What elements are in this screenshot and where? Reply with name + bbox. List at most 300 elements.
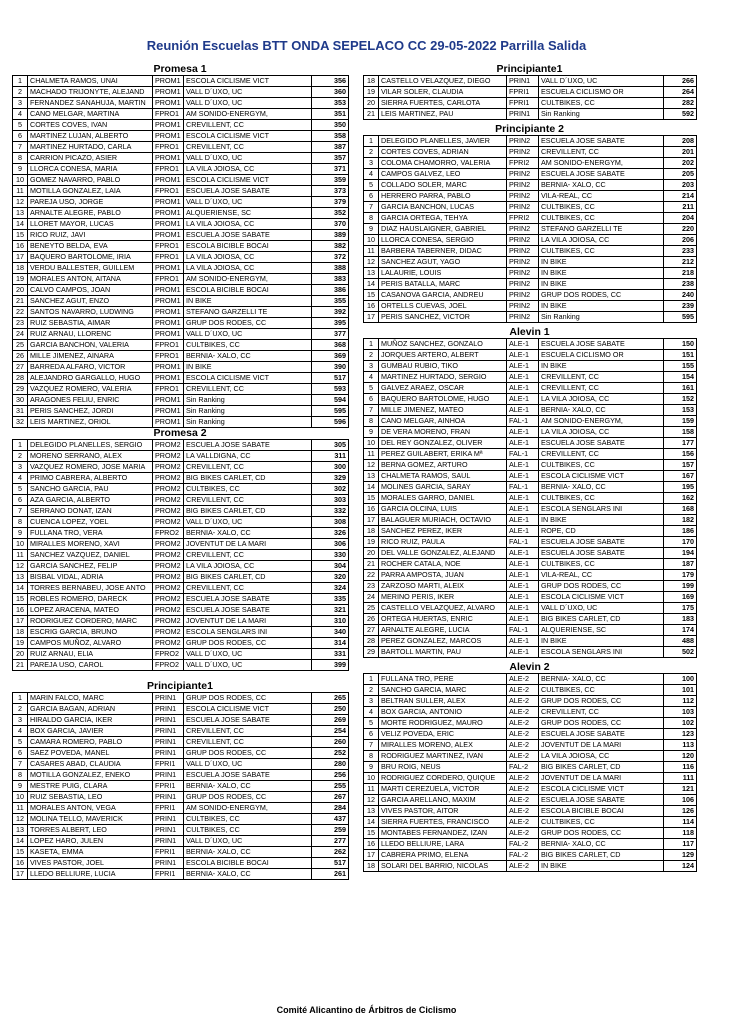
bib-number: 369 [312, 351, 349, 362]
rider-name: CHALMETA RAMOS, SAUL [379, 471, 507, 482]
category-section [363, 327, 696, 658]
rider-name: MOLINES GARCIA, SARAY [379, 482, 507, 493]
bib-number: 202 [664, 158, 697, 169]
bib-number: 103 [664, 707, 697, 718]
club-name: CULTBIKES, CC [539, 202, 664, 213]
start-position: 29 [13, 384, 28, 395]
club-name: BIG BIKES CARLET, CD [184, 572, 312, 583]
table-row [364, 290, 697, 301]
category-title: Principiante1 [147, 680, 213, 692]
category-code: ALE-2 [507, 795, 539, 806]
start-position: 13 [13, 825, 28, 836]
rider-name: CABRERA PRIMO, ELENA [379, 850, 507, 861]
category-code: PROM1 [153, 153, 184, 164]
bib-number: 326 [312, 528, 349, 539]
rider-name: PEREZ GONZALEZ, MARCOS [379, 636, 507, 647]
category-code: ALE-2 [507, 696, 539, 707]
bib-number: 264 [664, 87, 697, 98]
category-code: FPRI2 [507, 213, 539, 224]
bib-number: 372 [312, 252, 349, 263]
bib-number: 179 [664, 570, 697, 581]
category-code: PROM2 [153, 594, 184, 605]
club-name: CREVILLENT, CC [539, 372, 664, 383]
start-position: 6 [364, 729, 379, 740]
club-name: Sin Ranking [184, 417, 312, 428]
start-position: 15 [13, 230, 28, 241]
bib-number: 113 [664, 740, 697, 751]
table-row [13, 605, 349, 616]
club-name: IN BIKE [539, 268, 664, 279]
category-title: Promesa 2 [153, 427, 207, 439]
rider-name: RUIZ ARNAU, LLORENC [28, 329, 153, 340]
club-name: AM SONIDO-ENERGYM, [184, 274, 312, 285]
rider-name: CANO MELGAR, MARTINA [28, 109, 153, 120]
category-code: PROM1 [153, 175, 184, 186]
table-row [13, 252, 349, 263]
category-code: PRIN1 [153, 693, 184, 704]
club-name: CULTBIKES, CC [184, 484, 312, 495]
club-name: CREVILLENT, CC [184, 737, 312, 748]
table-row [13, 858, 349, 869]
category-code: PROM1 [153, 285, 184, 296]
table-row [364, 647, 697, 658]
rider-name: LALAURIE, LOUIS [379, 268, 507, 279]
rider-name: SANCHEZ AGUT, YAGO [379, 257, 507, 268]
category-title: Alevin 1 [509, 326, 550, 338]
table-row [13, 517, 349, 528]
rider-name: PRIMO CABRERA, ALBERTO [28, 473, 153, 484]
category-code: ALE-2 [507, 707, 539, 718]
bib-number: 352 [312, 208, 349, 219]
club-name: AM SONIDO-ENERGYM, [184, 109, 312, 120]
bib-number: 238 [664, 279, 697, 290]
rider-name: MORALES GARRO, DANIEL [379, 493, 507, 504]
table-row [13, 561, 349, 572]
bib-number: 120 [664, 751, 697, 762]
table-row [364, 339, 697, 350]
start-position: 23 [364, 581, 379, 592]
start-position: 30 [13, 395, 28, 406]
rider-name: BARBERA TABERNER, DIDAC [379, 246, 507, 257]
rider-name: SERRANO DONAT, IZAN [28, 506, 153, 517]
bib-number: 314 [312, 638, 349, 649]
club-name: LA VILA JOIOSA, CC [184, 561, 312, 572]
club-name: ESCUELA JOSE SABATE [539, 729, 664, 740]
club-name: VALL D´UXO, UC [539, 603, 664, 614]
rider-name: ROCHER CATALA, NOE [379, 559, 507, 570]
category-code: PRIN2 [507, 235, 539, 246]
category-code: PROM2 [153, 583, 184, 594]
club-name: Sin Ranking [539, 109, 664, 120]
bib-number: 240 [664, 290, 697, 301]
bib-number: 150 [664, 339, 697, 350]
rider-name: SANCHEZ VAZQUEZ, DANIEL [28, 550, 153, 561]
rider-name: VIVES PASTOR, AITOR [379, 806, 507, 817]
category-code: PRIN1 [153, 770, 184, 781]
rider-name: TORRES ALBERT, LEO [28, 825, 153, 836]
start-position: 21 [13, 660, 28, 671]
club-name: CULTBIKES, CC [539, 493, 664, 504]
club-name: ESCUELA JOSE SABATE [184, 230, 312, 241]
start-position: 31 [13, 406, 28, 417]
rider-name: CALVO CAMPOS, JOAN [28, 285, 153, 296]
table-row [364, 416, 697, 427]
club-name: GRUP DOS RODES, CC [539, 581, 664, 592]
start-position: 1 [364, 674, 379, 685]
club-name: ESCOLA SENGLARS INI [184, 627, 312, 638]
rider-name: LLEDO BELLIURE, LUCIA [28, 869, 153, 880]
club-name: LA VILA JOIOSA, CC [184, 219, 312, 230]
bib-number: 324 [312, 583, 349, 594]
table-row [364, 394, 697, 405]
bib-number: 360 [312, 87, 349, 98]
left-column [12, 64, 348, 890]
table-row [364, 636, 697, 647]
club-name: GRUP DOS RODES, CC [539, 696, 664, 707]
club-name: BERNIA- XALO, CC [539, 482, 664, 493]
bib-number: 199 [664, 581, 697, 592]
bib-number: 277 [312, 836, 349, 847]
rider-name: BRU ROIG, NEUS [379, 762, 507, 773]
table-row [13, 594, 349, 605]
start-position: 8 [364, 751, 379, 762]
start-position: 8 [364, 213, 379, 224]
table-row [13, 583, 349, 594]
bib-number: 106 [664, 795, 697, 806]
page-title: Reunión Escuelas BTT ONDA SEPELACO CC 29-05-2022 Parrilla Salida [146, 38, 587, 53]
club-name: ESCUELA JOSE SABATE [539, 339, 664, 350]
category-code: ALE-1 [507, 504, 539, 515]
bib-number: 330 [312, 550, 349, 561]
table-row [13, 230, 349, 241]
table-row [13, 274, 349, 285]
category-code: PROM1 [153, 296, 184, 307]
club-name: ESCUELA JOSE SABATE [539, 136, 664, 147]
start-position: 27 [13, 362, 28, 373]
club-name: ESCUELA JOSE SABATE [539, 438, 664, 449]
category-code: FAL-1 [507, 416, 539, 427]
start-position: 10 [13, 539, 28, 550]
bib-number: 320 [312, 572, 349, 583]
bib-number: 175 [664, 603, 697, 614]
club-name: ESCUELA JOSE SABATE [184, 594, 312, 605]
table-row [13, 704, 349, 715]
table-row [13, 792, 349, 803]
rider-name: PEREZ GUILABERT, ERIKA Mª [379, 449, 507, 460]
category-code: PROM1 [153, 219, 184, 230]
rider-name: DIAZ HAUSLAIGNER, GABRIEL [379, 224, 507, 235]
club-name: IN BIKE [539, 861, 664, 872]
bib-number: 116 [664, 762, 697, 773]
bib-number: 595 [664, 312, 697, 323]
start-position: 10 [13, 175, 28, 186]
bib-number: 151 [664, 350, 697, 361]
start-position: 3 [13, 715, 28, 726]
rider-name: VAZQUEZ ROMERO, VALERIA [28, 384, 153, 395]
bib-number: 162 [664, 493, 697, 504]
category-code: FPRO1 [153, 186, 184, 197]
club-name: LA VILA JOIOSA, CC [539, 751, 664, 762]
start-position: 13 [13, 572, 28, 583]
category-code: ALE-1 [507, 339, 539, 350]
club-name: CREVILLENT, CC [184, 462, 312, 473]
club-name: IN BIKE [539, 257, 664, 268]
club-name: ESCOLA SENGLARS INI [539, 647, 664, 658]
start-position: 16 [13, 605, 28, 616]
table-row [364, 312, 697, 323]
bib-number: 370 [312, 219, 349, 230]
club-name: CREVILLENT, CC [539, 147, 664, 158]
table-row [364, 751, 697, 762]
table-row [13, 814, 349, 825]
table-row [13, 406, 349, 417]
club-name: BERNIA- XALO, CC [184, 781, 312, 792]
club-name: LA VILA JOIOSA, CC [184, 252, 312, 263]
start-position: 4 [13, 473, 28, 484]
start-position: 11 [13, 186, 28, 197]
category-code: PRIN2 [507, 290, 539, 301]
club-name: CULTBIKES, CC [539, 246, 664, 257]
start-position: 7 [13, 506, 28, 517]
rider-name: PAREJA USO, CAROL [28, 660, 153, 671]
start-position: 12 [364, 460, 379, 471]
bib-number: 206 [664, 235, 697, 246]
table-row [364, 614, 697, 625]
bib-number: 358 [312, 131, 349, 142]
category-code: FPRO2 [153, 649, 184, 660]
rider-name: MOTILLA GONZALEZ, LAIA [28, 186, 153, 197]
club-name: BIG BIKES CARLET, CD [539, 614, 664, 625]
rider-name: LEIS MARTINEZ, ORIOL [28, 417, 153, 428]
bib-number: 167 [664, 471, 697, 482]
start-position: 3 [364, 696, 379, 707]
club-name: ESCUELA JOSE SABATE [539, 169, 664, 180]
rider-name: MORALES ANTON, VEGA [28, 803, 153, 814]
start-position: 21 [364, 109, 379, 120]
start-position: 9 [13, 164, 28, 175]
club-name: CULTBIKES, CC [539, 685, 664, 696]
club-name: CREVILLENT, CC [184, 120, 312, 131]
start-position: 23 [13, 318, 28, 329]
rider-name: CASTELLO VELAZQUEZ, DIEGO [379, 76, 507, 87]
bib-number: 377 [312, 329, 349, 340]
start-position: 2 [364, 147, 379, 158]
rider-name: VAZQUEZ ROMERO, JOSE MARIA [28, 462, 153, 473]
rider-name: GARCIA SANCHEZ, FELIP [28, 561, 153, 572]
table-row [364, 537, 697, 548]
bib-number: 177 [664, 438, 697, 449]
category-code: ALE-1 [507, 592, 539, 603]
category-code: PRIN2 [507, 191, 539, 202]
category-code: FAL-1 [507, 482, 539, 493]
bib-number: 118 [664, 828, 697, 839]
category-code: PROM1 [153, 417, 184, 428]
bib-number: 102 [664, 718, 697, 729]
rider-name: LLORCA CONESA, SERGIO [379, 235, 507, 246]
category-code: FPRI1 [507, 87, 539, 98]
category-code: ALE-1 [507, 372, 539, 383]
category-code: PROM1 [153, 263, 184, 274]
rider-name: MARTI CEREZUELA, VICTOR [379, 784, 507, 795]
club-name: BIG BIKES CARLET, CD [184, 473, 312, 484]
rider-name: DEL VALLE GONZALEZ, ALEJAND [379, 548, 507, 559]
start-position: 18 [13, 627, 28, 638]
bib-number: 356 [312, 76, 349, 87]
category-code: PROM1 [153, 208, 184, 219]
club-name: VALL D´UXO, UC [539, 76, 664, 87]
rider-name: RICO RUIZ, JAVI [28, 230, 153, 241]
table-row [13, 715, 349, 726]
category-code: PROM1 [153, 120, 184, 131]
club-name: CREVILLENT, CC [539, 449, 664, 460]
bib-number: 517 [312, 373, 349, 384]
rider-name: BARTOLL MARTIN, PAU [379, 647, 507, 658]
bib-number: 159 [664, 416, 697, 427]
category-code: ALE-1 [507, 570, 539, 581]
category-section [363, 64, 696, 120]
bib-number: 262 [312, 847, 349, 858]
category-code: FAL-1 [507, 625, 539, 636]
start-position: 15 [364, 290, 379, 301]
table-row [364, 707, 697, 718]
start-position: 15 [364, 493, 379, 504]
category-code: PROM2 [153, 440, 184, 451]
rider-name: FULLANA TRO, VERA [28, 528, 153, 539]
bib-number: 194 [664, 548, 697, 559]
club-name: CREVILLENT, CC [184, 583, 312, 594]
category-code: PRIN2 [507, 169, 539, 180]
rider-name: BAQUERO BARTOLOME, HUGO [379, 394, 507, 405]
table-row [364, 383, 697, 394]
start-position: 14 [13, 836, 28, 847]
table-row [364, 180, 697, 191]
start-position: 15 [364, 828, 379, 839]
club-name: IN BIKE [539, 515, 664, 526]
bib-number: 154 [664, 372, 697, 383]
bib-number: 395 [312, 318, 349, 329]
club-name: VALL D´UXO, UC [184, 329, 312, 340]
club-name: LA VALLDIGNA, CC [184, 451, 312, 462]
start-position: 10 [364, 438, 379, 449]
bib-number: 156 [664, 449, 697, 460]
bib-number: 114 [664, 817, 697, 828]
bib-number: 187 [664, 559, 697, 570]
rider-name: RODRIGUEZ CORDERO, MARC [28, 616, 153, 627]
club-name: ESCOLA CICLISME VICT [184, 76, 312, 87]
category-code: PROM2 [153, 561, 184, 572]
table-row [13, 307, 349, 318]
club-name: GRUP DOS RODES, CC [184, 318, 312, 329]
bib-number: 359 [312, 175, 349, 186]
category-code: PRIN1 [153, 737, 184, 748]
bib-number: 195 [664, 482, 697, 493]
rider-name: HERRERO PARRA, PABLO [379, 191, 507, 202]
table-row [364, 696, 697, 707]
bib-number: 282 [664, 98, 697, 109]
rider-name: AZA GARCIA, ALBERTO [28, 495, 153, 506]
club-name: ESCOLA BICIBLE BOCAI [184, 285, 312, 296]
category-code: PRIN2 [507, 147, 539, 158]
table-row [13, 197, 349, 208]
category-code: ALE-1 [507, 647, 539, 658]
club-name: ESCUELA JOSE SABATE [184, 186, 312, 197]
table-row [13, 109, 349, 120]
rider-name: VILAR SOLER, CLAUDIA [379, 87, 507, 98]
table-row [13, 869, 349, 880]
rider-name: LLORCA CONESA, MARIA [28, 164, 153, 175]
category-code: ALE-2 [507, 740, 539, 751]
club-name: GRUP DOS RODES, CC [184, 748, 312, 759]
bib-number: 308 [312, 517, 349, 528]
start-position: 2 [13, 451, 28, 462]
rider-name: CARRION PICAZO, ASIER [28, 153, 153, 164]
bib-number: 126 [664, 806, 697, 817]
bib-number: 123 [664, 729, 697, 740]
bib-number: 170 [664, 537, 697, 548]
start-position: 1 [13, 693, 28, 704]
rider-name: COLOMA CHAMORRO, VALERIA [379, 158, 507, 169]
start-position: 4 [364, 372, 379, 383]
table-row [13, 417, 349, 428]
category-code: FAL-1 [507, 449, 539, 460]
club-name: ESCOLA SENGLARS INI [539, 504, 664, 515]
rider-name: VERDU BALLESTER, GUILLEM [28, 263, 153, 274]
start-position: 8 [13, 153, 28, 164]
category-code: FPRI1 [153, 781, 184, 792]
rider-name: MILLE JIMENEZ, MATEO [379, 405, 507, 416]
club-name: ESCOLA CICLISME VICT [184, 704, 312, 715]
rider-name: LLORET MAYOR, LUCAS [28, 219, 153, 230]
club-name: CULTBIKES, CC [539, 213, 664, 224]
category-code: PROM2 [153, 638, 184, 649]
start-position: 12 [13, 561, 28, 572]
table-row [364, 839, 697, 850]
category-code: ALE-1 [507, 548, 539, 559]
category-code: PROM1 [153, 406, 184, 417]
start-position: 29 [364, 647, 379, 658]
table-row [13, 451, 349, 462]
start-position: 22 [13, 307, 28, 318]
start-position: 20 [364, 98, 379, 109]
table-row [364, 504, 697, 515]
club-name: CREVILLENT, CC [184, 142, 312, 153]
category-code: FPRO2 [153, 660, 184, 671]
table-row [13, 748, 349, 759]
club-name: CREVILLENT, CC [539, 383, 664, 394]
table-row [13, 373, 349, 384]
rider-name: ROBLES ROMERO, DARECK [28, 594, 153, 605]
table-row [364, 581, 697, 592]
club-name: ESCUELA JOSE SABATE [539, 537, 664, 548]
category-code: ALE-1 [507, 559, 539, 570]
category-code: ALE-1 [507, 471, 539, 482]
table-row [13, 76, 349, 87]
start-position: 14 [364, 817, 379, 828]
bib-number: 212 [664, 257, 697, 268]
table-row [364, 350, 697, 361]
bib-number: 174 [664, 625, 697, 636]
category-code: ALE-2 [507, 718, 539, 729]
club-name: CREVILLENT, CC [184, 726, 312, 737]
rider-name: DEL REY GONZALEZ, OLIVER [379, 438, 507, 449]
rider-name: PERIS SANCHEZ, VICTOR [379, 312, 507, 323]
table-row [364, 685, 697, 696]
table-row [364, 795, 697, 806]
table-row [364, 372, 697, 383]
category-code: FAL-2 [507, 762, 539, 773]
start-position: 26 [364, 614, 379, 625]
club-name: ESCUELA JOSE SABATE [539, 548, 664, 559]
